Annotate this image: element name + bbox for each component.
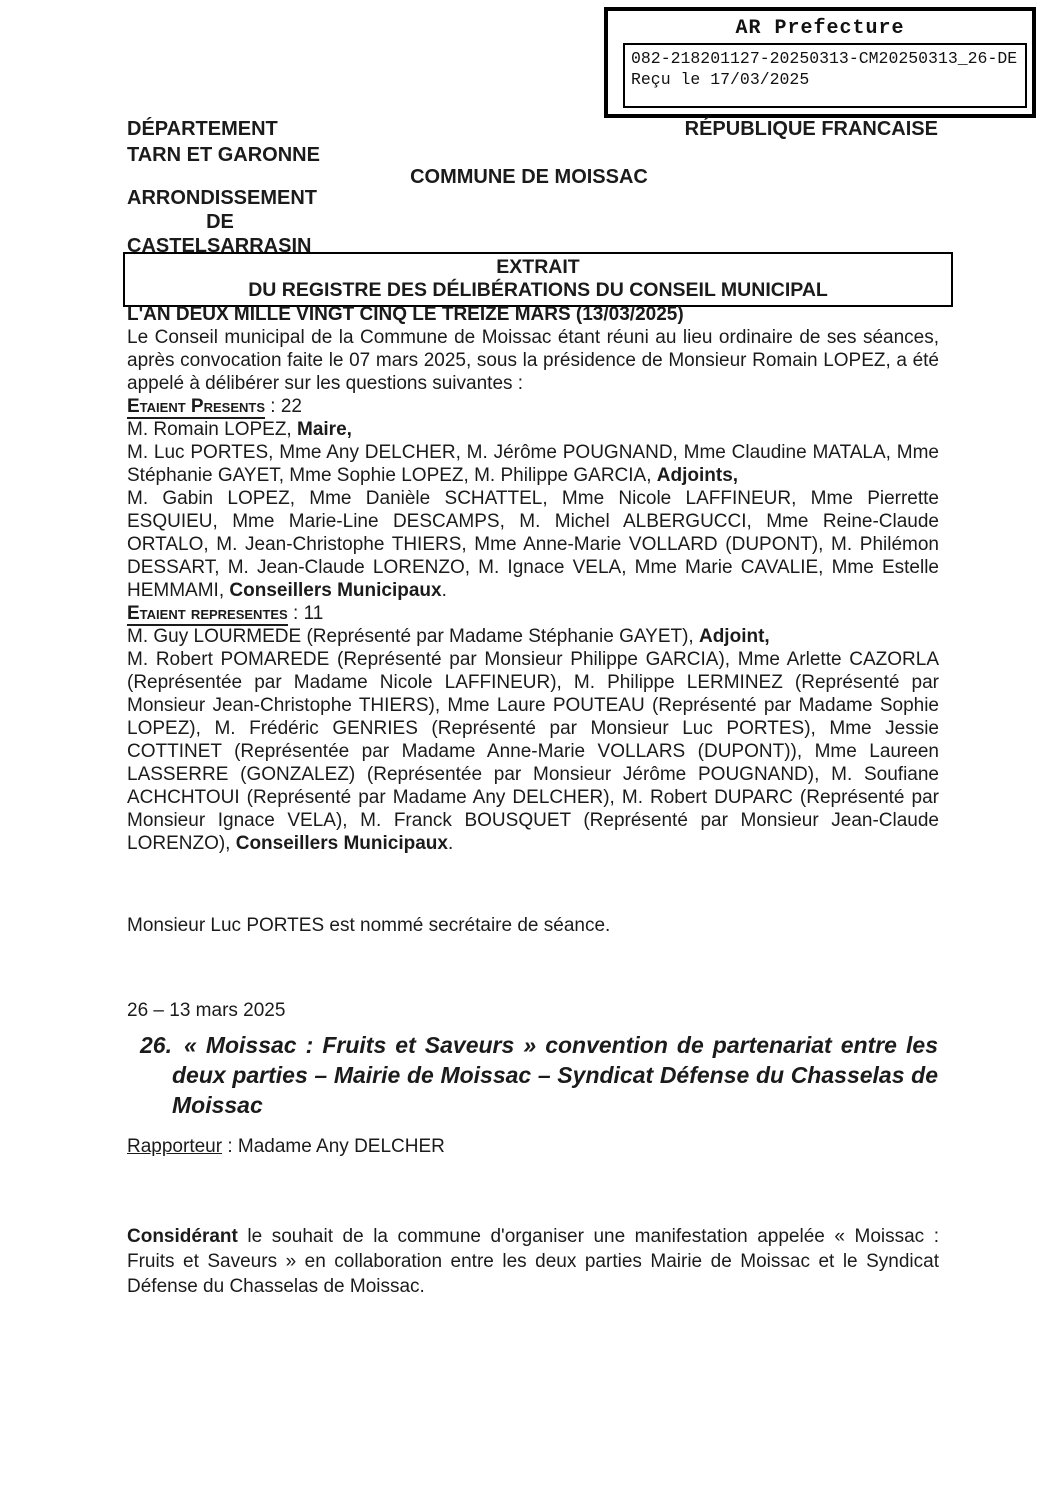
- representes-separator: :: [287, 603, 304, 624]
- department-line1: DÉPARTEMENT: [127, 118, 278, 140]
- conseillers-names: M. Gabin LOPEZ, Mme Danièle SCHATTEL, Mme Nicole LAFFINEUR, Mme Pierrette ESQUIEU, Mme Marie-Line DESCAMPS, M. Michel ALBERGUCCI, Mme Reine-Claude ORTALO, M. Jean-Christophe THIERS, Mme Anne-Marie VOLLARD (DUPONT), M. Philémon DESSART, M. Jean-Claude LORENZO, M. Ignace VELA, Mme Marie CAVALIE, Mme Estelle HEMMAMI,: [127, 488, 939, 601]
- stamp-reference: 082-218201127-20250313-CM20250313_26-DE: [631, 49, 1018, 68]
- presents-separator: :: [265, 396, 281, 417]
- session-intro: Le Conseil municipal de la Commune de Moissac étant réuni au lieu ordinaire de ses séances, après convocation faite le 07 mars 2025, sous la présidence de Monsieur Romain LOPEZ, a été appelé à délibérer sur les questions suivantes :: [127, 327, 939, 394]
- deliberation-ref: 26 – 13 mars 2025: [127, 1000, 286, 1021]
- considerant-paragraph: [127, 1224, 939, 1299]
- adjoints-names: M. Luc PORTES, Mme Any DELCHER, M. Jérôme POUGNAND, Mme Claudine MATALA, Mme Stéphanie GAYET, Mme Sophie LOPEZ, M. Philippe GARCIA,: [127, 442, 939, 486]
- rapporteur-line: [127, 1136, 445, 1158]
- representes-period: .: [447, 833, 454, 854]
- session-opening-line: L'AN DEUX MILLE VINGT CINQ LE TREIZE MARS (13/03/2025): [127, 304, 684, 325]
- arrondissement-line2: DE: [206, 211, 234, 233]
- considerant-text: le souhait de la commune d'organiser une manifestation appelée « Moissac : Fruits et Saveurs » en collaboration entre les deux parties Mairie de Moissac et le Syndicat Défense du Chasselas de Moissac.: [127, 1226, 939, 1297]
- representes-paragraph: [127, 648, 939, 855]
- deliberation-title-text: « Moissac : Fruits et Saveurs » convention de partenariat entre les deux parties – Mairie de Moissac – Syndicat Défense du Chasselas de Moissac: [172, 1032, 938, 1118]
- representes-label: Etaient representes: [127, 603, 288, 624]
- secretary-line: Monsieur Luc PORTES est nommé secrétaire de séance.: [127, 915, 611, 936]
- conseillers-paragraph: [127, 487, 939, 602]
- arrondissement-line1: ARRONDISSEMENT: [127, 187, 318, 209]
- represented-adjoint-title: Adjoint,: [698, 626, 770, 647]
- presents-count: 22: [280, 396, 302, 417]
- arrondissement-block: [127, 186, 318, 258]
- stamp-receipt-box: [623, 43, 1027, 108]
- representes-title: Conseillers Municipaux: [235, 833, 448, 854]
- stamp-received-date: Reçu le 17/03/2025: [631, 70, 810, 89]
- ar-prefecture-stamp: [604, 7, 1036, 118]
- extrait-box: [123, 252, 953, 307]
- mayor-title: Maire,: [297, 419, 352, 440]
- stamp-title: AR Prefecture: [735, 17, 905, 40]
- representes-count: 11: [303, 603, 324, 624]
- deliberation-number: 26.: [140, 1032, 172, 1058]
- conseillers-period: .: [441, 580, 447, 601]
- commune-label: COMMUNE DE MOISSAC: [410, 166, 648, 188]
- adjoints-title: Adjoints,: [656, 465, 739, 486]
- presents-label: Etaient Presents: [127, 396, 266, 417]
- department-line2: TARN ET GARONNE: [127, 144, 320, 166]
- presents-heading: [127, 395, 939, 418]
- extrait-title: EXTRAIT: [496, 256, 580, 278]
- session-body: [127, 303, 939, 855]
- conseillers-title: Conseillers Municipaux: [229, 580, 442, 601]
- mayor-name: M. Romain LOPEZ,: [127, 419, 297, 440]
- represented-adjoint-line: [127, 625, 939, 648]
- rapporteur-label: Rapporteur: [127, 1136, 223, 1157]
- department-block: [127, 116, 320, 168]
- representes-heading: [127, 602, 939, 625]
- deliberation-title: [140, 1030, 938, 1120]
- mayor-line: [127, 418, 939, 441]
- extrait-subtitle: DU REGISTRE DES DÉLIBÉRATIONS DU CONSEIL MUNICIPAL: [248, 279, 828, 301]
- republic-label: RÉPUBLIQUE FRANCAISE: [684, 118, 938, 140]
- considerant-label: Considérant: [127, 1226, 238, 1247]
- represented-adjoint-name: M. Guy LOURMEDE (Représenté par Madame Stéphanie GAYET),: [127, 626, 699, 647]
- representes-names: M. Robert POMAREDE (Représenté par Monsieur Philippe GARCIA), Mme Arlette CAZORLA (Représentée par Madame Nicole LAFFINEUR), M. Philippe LERMINEZ (Représenté par Monsieur Jean-Christophe THIERS), Mme Laure POUTEAU (Représenté par Madame Sophie LOPEZ), M. Frédéric GENRIES (Représenté par Monsieur Luc PORTES), Mme Jessie COTTINET (Représentée par Madame Anne-Marie VOLLARS (DUPONT)), Mme Laureen LASSERRE (GONZALEZ) (Représentée par Monsieur Jérôme POUGNAND), M. Soufiane ACHCHTOUI (Représenté par Madame Any DELCHER), M. Robert DUPARC (Représenté par Monsieur Ignace VELA), M. Franck BOUSQUET (Représenté par Monsieur Jean-Claude LORENZO),: [127, 649, 939, 854]
- adjoints-paragraph: [127, 441, 939, 487]
- rapporteur-value: : Madame Any DELCHER: [222, 1136, 445, 1157]
- arrondissement-line3: CASTELSARRASIN: [127, 235, 312, 257]
